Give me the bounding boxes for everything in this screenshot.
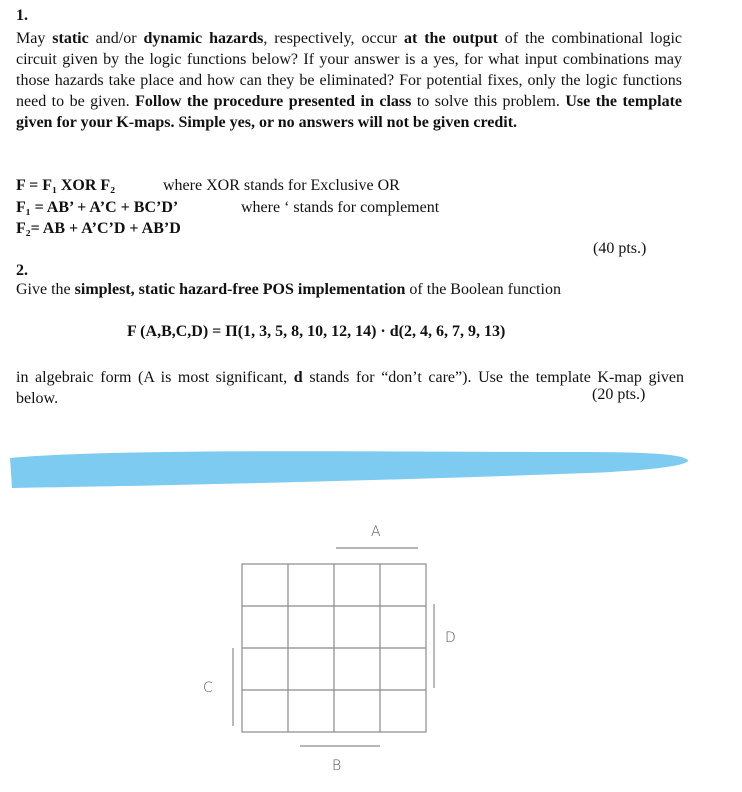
- kmap-label-c: C: [203, 680, 213, 696]
- text-run: Give the: [16, 281, 75, 298]
- text-run: Use the template given for your K-maps. Simple yes, or no answers will not be given credit.: [16, 93, 683, 131]
- f-note: where XOR stands for Exclusive OR: [163, 177, 400, 194]
- kmap-grid: [233, 548, 434, 746]
- text-run: stands for “don’t care”). Use the template K-map given below.: [16, 369, 685, 407]
- text-run: Follow the procedure presented in class: [135, 93, 412, 110]
- f1-note: where ‘ stands for complement: [241, 199, 440, 216]
- f-definition: F = F₁ XOR F₂: [16, 177, 115, 194]
- text-run: at the output: [403, 30, 498, 47]
- text-run: static: [52, 30, 89, 47]
- text-run: May: [16, 30, 53, 47]
- f2-definition: F₂= AB + A’C’D + AB’D: [16, 220, 181, 237]
- blue-highlight-stroke: [10, 451, 688, 488]
- text-run: of the combinational logic circuit given by the logic functions below? If your answer is a yes, for what input combinations may those hazards take place and how can they be eliminated? For potential fixes, only the logic functions need to be given.: [16, 30, 683, 110]
- text-run: dynamic hazards: [143, 30, 264, 47]
- question-1-number: 1.: [16, 7, 28, 24]
- question-2-formula: F (A,B,C,D) = Π(1, 3, 5, 8, 10, 12, 14) · d(2, 4, 6, 7, 9, 13): [127, 323, 506, 340]
- kmap-label-b: B: [332, 758, 342, 774]
- text-run: to solve this problem.: [411, 93, 566, 110]
- text-run: in algebraic form (A is most significant,: [16, 369, 294, 386]
- question-1-points: (40 pts.): [593, 240, 647, 257]
- question-2-number: 2.: [16, 262, 28, 279]
- text-run: and/or: [88, 30, 144, 47]
- text-run: of the Boolean function: [405, 281, 561, 298]
- text-run: , respectively, occur: [263, 30, 404, 47]
- f1-definition: F₁ = AB’ + A’C + BC’D’: [16, 199, 179, 216]
- kmap-label-a: A: [371, 524, 381, 540]
- text-run: d: [293, 369, 303, 386]
- kmap-label-d: D: [445, 630, 456, 646]
- question-2-points: (20 pts.): [592, 386, 646, 403]
- text-run: simplest, static hazard-free POS implementation: [74, 281, 406, 298]
